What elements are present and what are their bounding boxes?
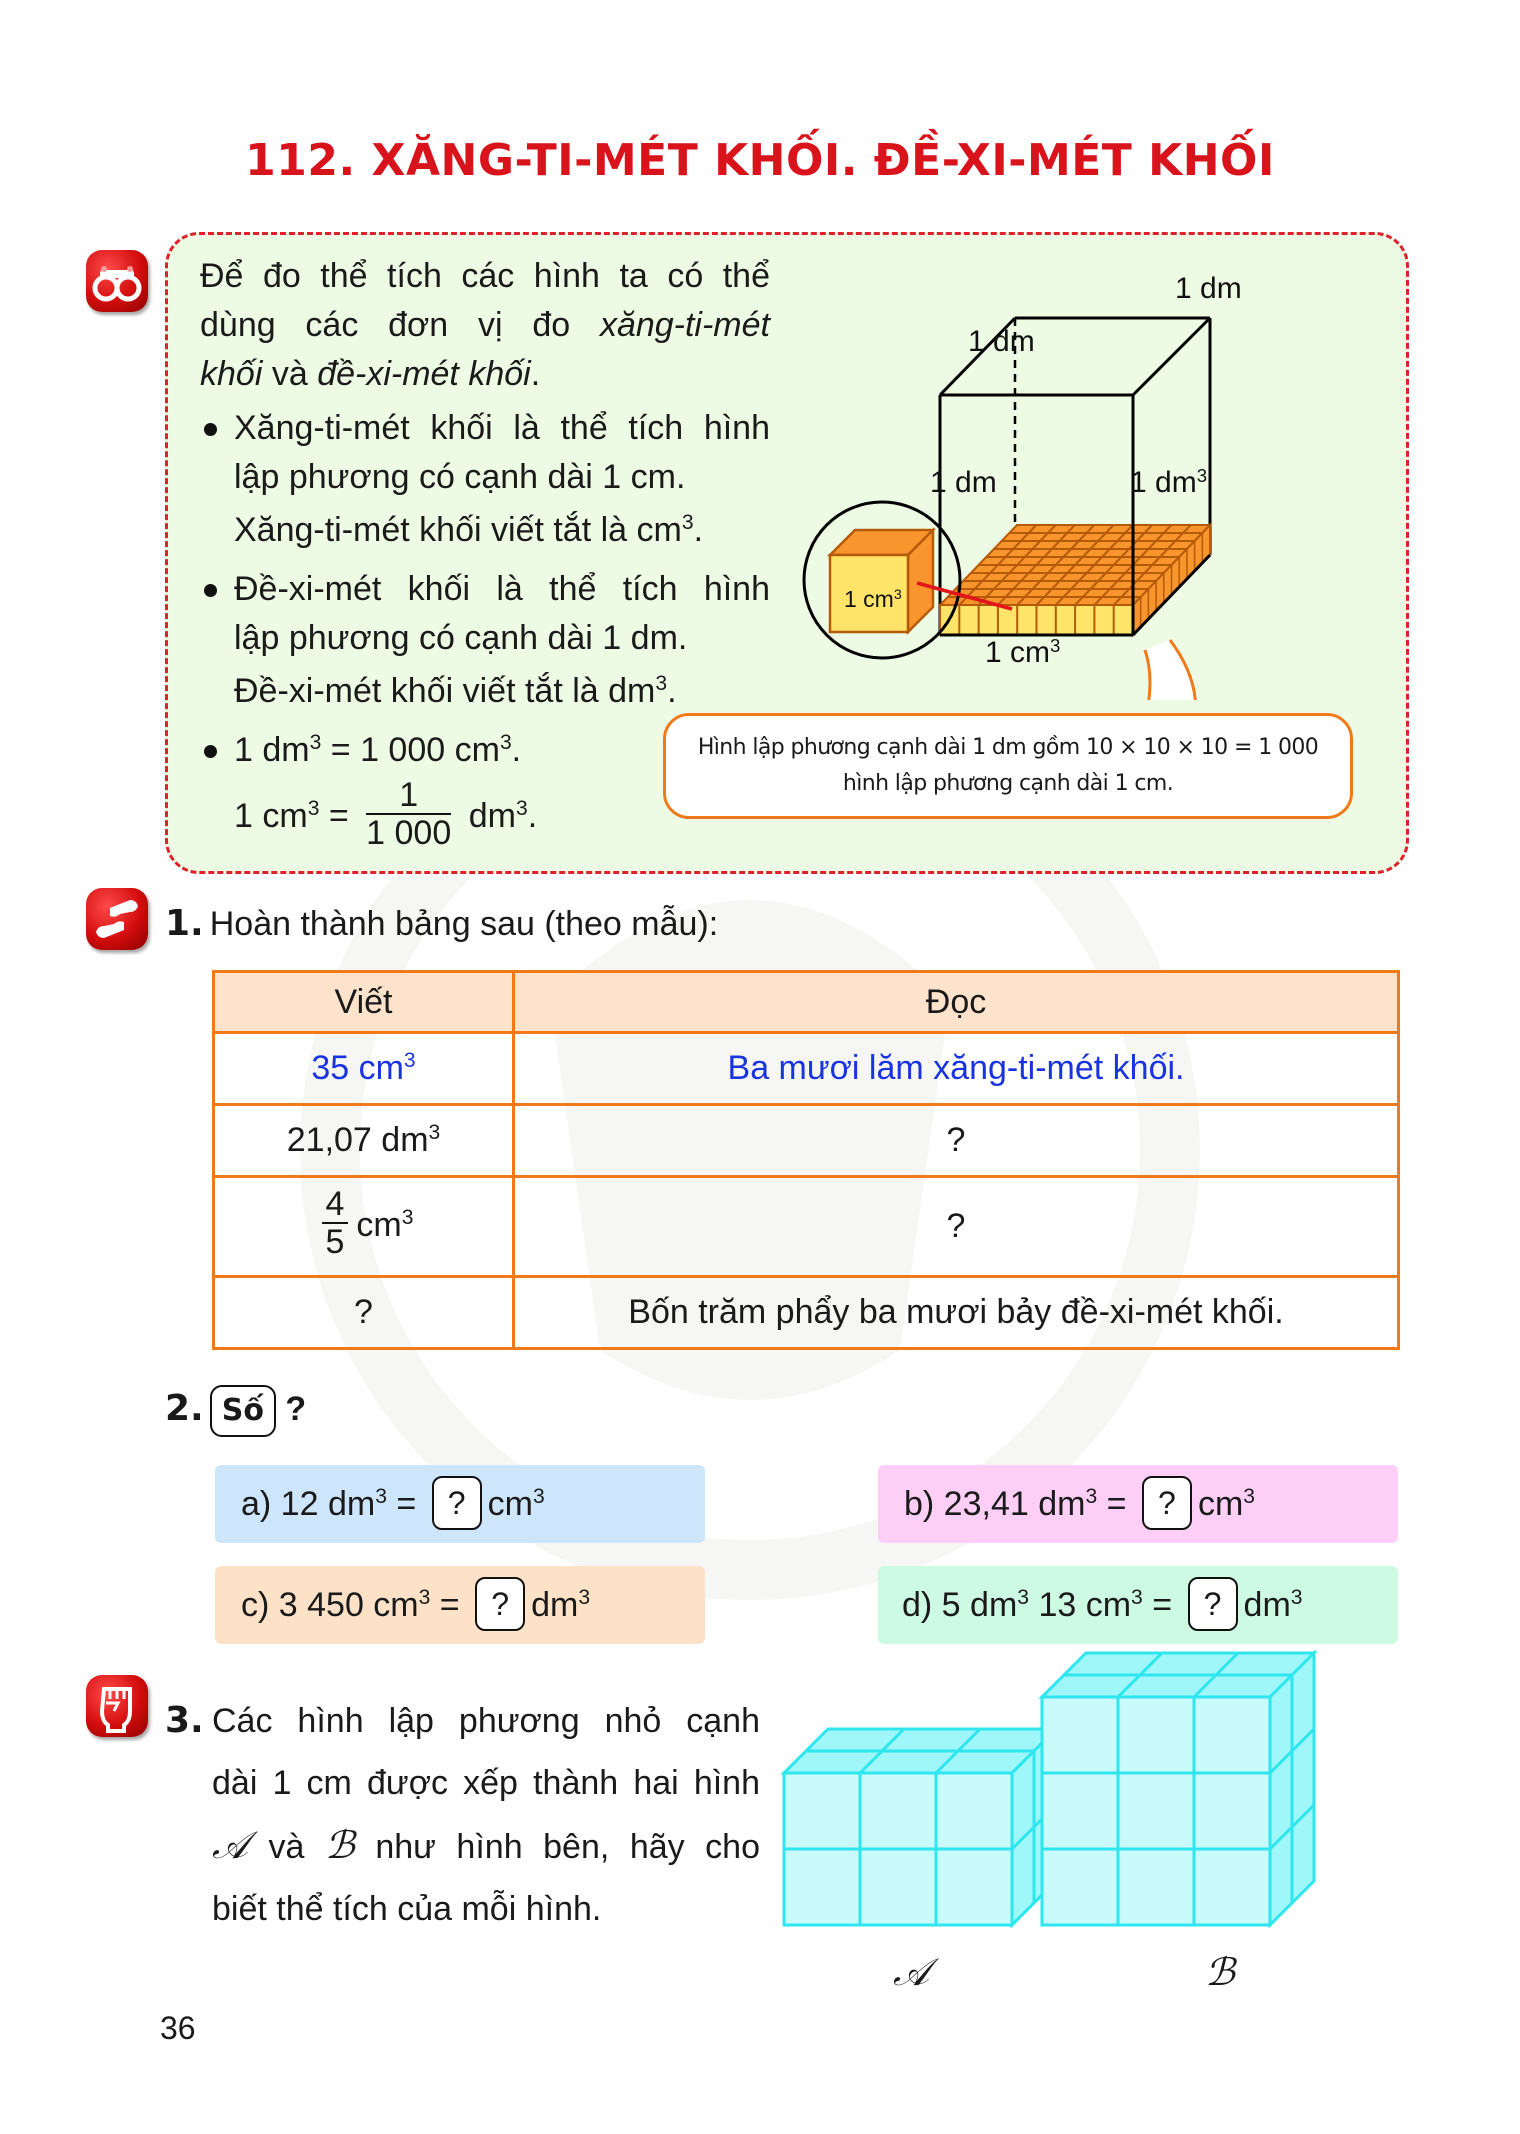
answer-box[interactable]: ? <box>1188 1577 1238 1631</box>
table-header-row <box>214 972 1399 1033</box>
exponent: 3 <box>375 1485 387 1509</box>
term-dm3: đề-xi-mét khối <box>317 355 531 393</box>
callout-tail <box>1145 640 1196 700</box>
eq2-unit: dm <box>468 796 516 835</box>
label-depth-edge <box>968 325 1035 359</box>
hands-icon <box>86 888 148 950</box>
write-read-table <box>212 970 1400 1350</box>
exponent: 3 <box>655 672 668 696</box>
label-text: 1 dm <box>1130 466 1197 499</box>
exponent: 3 <box>428 1121 441 1145</box>
equals: = <box>430 1586 470 1624</box>
answer-box[interactable]: ? <box>432 1476 482 1530</box>
period: . <box>511 731 522 769</box>
conversion-unit: cm <box>1197 1485 1244 1523</box>
write-cell <box>214 1105 514 1177</box>
exponent: 3 <box>401 1205 414 1229</box>
figure-b-label: ℬ <box>1205 1950 1235 1994</box>
bullet-dm3-def <box>200 565 770 614</box>
equals: = <box>319 796 359 835</box>
exercise-number: 1. <box>165 903 204 944</box>
bullet2-line3 <box>200 667 770 720</box>
equals: = <box>386 1485 426 1523</box>
callout-line2: hình lập phương cạnh dài 1 cm. <box>842 771 1174 796</box>
label-top-edge <box>1175 272 1242 306</box>
exercise-number: 2. <box>165 1387 204 1429</box>
table-row <box>214 1277 1399 1349</box>
conversion-d <box>878 1566 1398 1644</box>
exponent: 3 <box>681 511 694 535</box>
term-cm3: xăng-ti-mét <box>599 306 770 344</box>
bullet-text: Xăng-ti-mét khối là thể tích hình <box>234 409 770 447</box>
exercise3-badge <box>86 1675 148 1737</box>
magnified-cube <box>804 502 960 658</box>
label-unit-cube <box>985 636 1060 670</box>
figure-a-ref: 𝒜 <box>212 1823 248 1867</box>
exercise-prompt: Hoàn thành bảng sau (theo mẫu): <box>209 905 719 943</box>
cube-diagram <box>800 250 1400 700</box>
abbr-text: Xăng-ti-mét khối viết tắt là cm <box>234 511 682 549</box>
theory-intro-line2 <box>200 301 770 350</box>
write-cell <box>214 1177 514 1277</box>
theory-intro-line3 <box>200 350 770 399</box>
exponent: 3 <box>1243 1485 1255 1509</box>
conversion-unit: cm <box>487 1485 533 1523</box>
write-value: 35 cm <box>311 1049 404 1087</box>
header-read: Đọc <box>514 972 1399 1033</box>
fist-icon <box>86 1675 148 1737</box>
equals: = <box>1097 1485 1136 1523</box>
header-write: Viết <box>214 972 514 1033</box>
bullet-dot <box>204 423 217 436</box>
conversion-lhs: b) 23,41 dm <box>904 1485 1086 1523</box>
bullet-dot <box>204 745 217 758</box>
figure-a <box>784 1729 1056 1925</box>
write-cell-blank[interactable]: ? <box>214 1277 514 1349</box>
exercise3-prompt <box>212 1690 760 1940</box>
write-unit: cm <box>356 1205 402 1244</box>
exponent: 3 <box>1050 634 1061 656</box>
read-cell-blank[interactable]: ? <box>514 1177 1399 1277</box>
prompt-line1: Các hình lập phương nhỏ cạnh <box>212 1702 760 1740</box>
write-value: 21,07 dm <box>286 1121 429 1159</box>
read-cell-blank[interactable]: ? <box>514 1105 1399 1177</box>
exponent: 3 <box>1131 1586 1143 1610</box>
prompt-text: như hình bên, hãy cho <box>354 1828 760 1866</box>
bullet2-line2: lập phương có cạnh dài 1 dm. <box>234 619 688 657</box>
label-text: 1 dm <box>930 466 997 499</box>
bullet-text: Đề-xi-mét khối là thể tích hình <box>234 570 770 608</box>
fraction-numerator: 4 <box>322 1186 349 1224</box>
exponent: 3 <box>1017 1586 1029 1610</box>
exponent: 3 <box>1085 1485 1098 1509</box>
binoculars-icon <box>86 250 148 312</box>
exponent: 3 <box>499 731 512 755</box>
conversion-unit: dm <box>1243 1586 1291 1624</box>
page-number: 36 <box>160 2010 196 2046</box>
table-row <box>214 1105 1399 1177</box>
read-cell: Bốn trăm phẩy ba mươi bảy đề-xi-mét khối. <box>514 1277 1399 1349</box>
conversion-unit: dm <box>531 1586 579 1624</box>
read-cell: Ba mươi lăm xăng-ti-mét khối. <box>514 1033 1399 1105</box>
fraction <box>322 1186 349 1260</box>
callout-note <box>663 713 1353 819</box>
bullet-cm3-def <box>200 404 770 453</box>
period: . <box>527 796 538 835</box>
conversion-lhs: a) 12 dm <box>241 1485 376 1523</box>
theory-badge <box>86 250 148 312</box>
exercise1-badge <box>86 888 148 950</box>
table-row <box>214 1177 1399 1277</box>
prompt-line4: biết thể tích của mỗi hình. <box>212 1890 602 1928</box>
fraction-denominator: 5 <box>325 1222 345 1261</box>
equals: = <box>1142 1586 1182 1624</box>
exercise3-number <box>165 1690 210 1752</box>
table-row <box>214 1033 1399 1105</box>
exercise1-heading <box>165 903 718 944</box>
prompt-line3 <box>212 1814 760 1878</box>
label-volume <box>1130 466 1207 500</box>
fraction-numerator: 1 <box>366 777 451 815</box>
exponent: 3 <box>1196 464 1208 486</box>
centimeter-cube-layer <box>940 525 1210 635</box>
eq2-left: 1 cm <box>234 796 308 835</box>
lesson-title: 112. XĂNG-TI-MÉT KHỐI. ĐỀ-XI-MÉT KHỐI <box>245 135 1275 186</box>
exponent: 3 <box>307 797 320 821</box>
period: . <box>667 672 677 710</box>
answer-box[interactable]: ? <box>475 1577 525 1631</box>
exponent: 3 <box>403 1049 416 1073</box>
question-mark: ? <box>285 1389 307 1428</box>
answer-box[interactable]: ? <box>1142 1476 1192 1530</box>
figure-b <box>1042 1653 1314 1925</box>
period: . <box>693 511 704 549</box>
prompt-line2: dài 1 cm được xếp thành hai hình <box>212 1764 760 1802</box>
conversion-lhs-part2: 13 cm <box>1029 1586 1132 1624</box>
stack-front-face <box>1042 1697 1270 1925</box>
label-text: 1 dm <box>968 325 1035 358</box>
conversion-b <box>878 1465 1398 1543</box>
cube-figures <box>780 1640 1420 1970</box>
conjunction: và <box>262 355 318 393</box>
bullet1-line3 <box>200 506 770 559</box>
conversion-c <box>215 1566 705 1644</box>
figure-a-label: 𝒜 <box>893 1950 929 1994</box>
intro-text: dùng các đơn vị đo <box>200 306 600 344</box>
conjunction: và <box>247 1828 325 1866</box>
eq1-right: = 1 000 cm <box>321 731 500 769</box>
exercise-number: 3. <box>165 1700 204 1741</box>
eq1-left: 1 dm <box>234 731 310 769</box>
label-text: 1 cm <box>985 636 1051 669</box>
conversion-lhs: c) 3 450 cm <box>241 1586 419 1624</box>
write-cell <box>214 1033 514 1105</box>
fraction <box>366 777 451 851</box>
exponent: 3 <box>515 797 528 821</box>
bullet1-line2: lập phương có cạnh dài 1 cm. <box>234 458 686 496</box>
period: . <box>530 355 541 393</box>
exponent: 3 <box>1290 1586 1303 1610</box>
conversion-lhs: d) 5 dm <box>902 1586 1018 1624</box>
label-text: 1 cm <box>844 586 894 612</box>
exponent: 3 <box>418 1586 431 1610</box>
fraction-denominator: 1 000 <box>366 814 452 852</box>
figure-b-ref: ℬ <box>324 1823 355 1867</box>
theory-intro-line1: Để đo thể tích các hình ta có thể <box>200 257 770 295</box>
conversion-a <box>215 1465 705 1543</box>
bullet-dot <box>204 584 217 597</box>
exponent: 3 <box>309 731 322 755</box>
abbr-text: Đề-xi-mét khối viết tắt là dm <box>234 672 656 710</box>
exponent: 3 <box>578 1586 591 1610</box>
exponent: 3 <box>893 587 902 604</box>
exponent: 3 <box>533 1485 545 1509</box>
term-khoi: khối <box>200 355 263 393</box>
so-box: Số <box>210 1385 276 1437</box>
label-height-edge <box>930 466 997 500</box>
label-small-cube <box>844 586 902 613</box>
callout-line1: Hình lập phương cạnh dài 1 dm gồm 10 × 10 × 10 = 1 000 <box>697 735 1319 760</box>
label-text: 1 dm <box>1175 272 1242 305</box>
exercise2-heading <box>165 1385 306 1437</box>
